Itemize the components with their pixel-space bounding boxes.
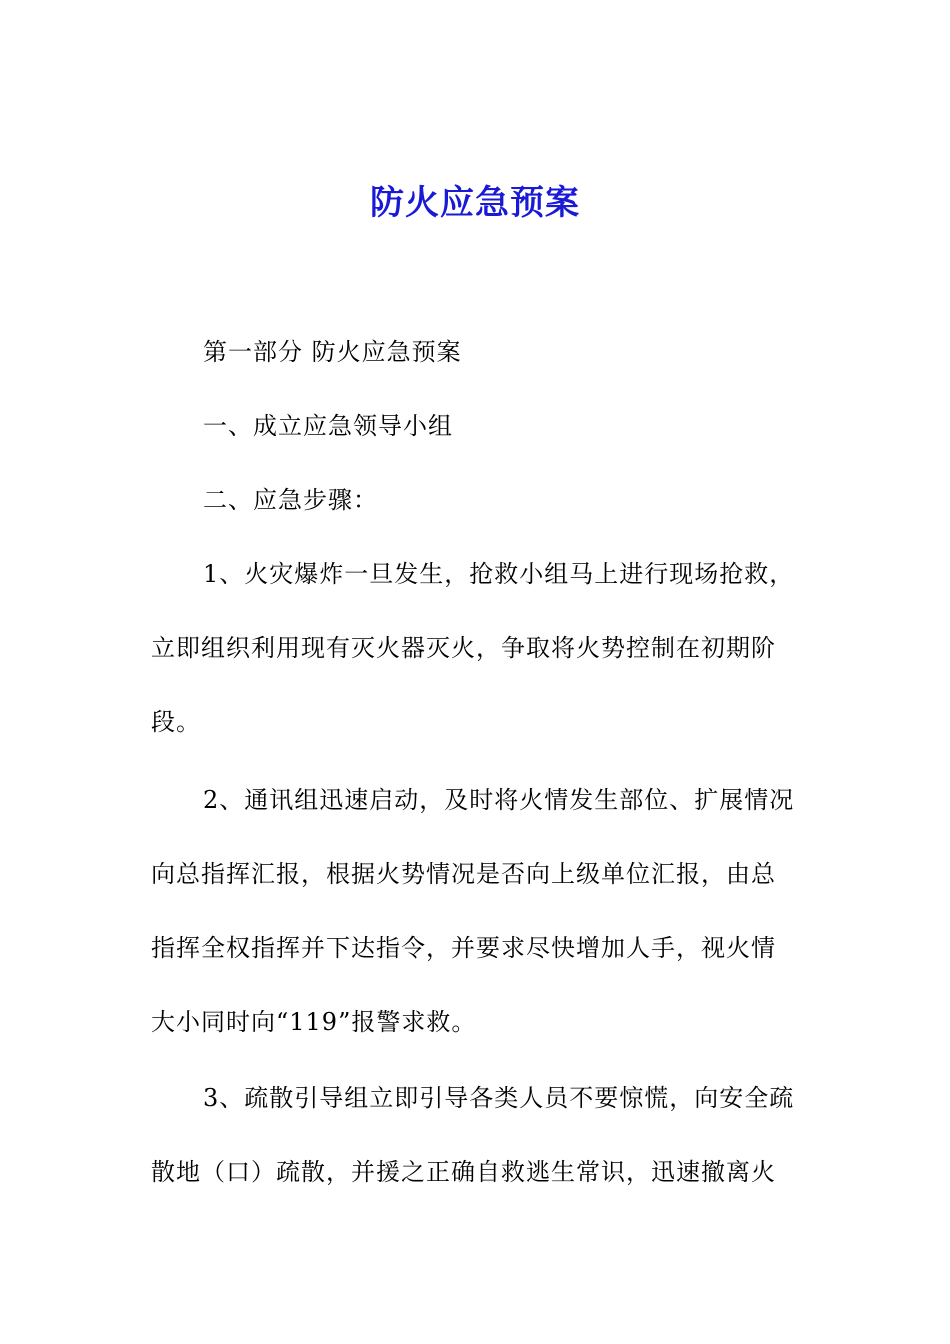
paragraph-line: 向总指挥汇报，根据火势情况是否向上级单位汇报，由总 — [151, 860, 776, 888]
subsection-heading: 二、应急步骤： — [203, 486, 378, 514]
paragraph-line: 大小同时向“119”报警求救。 — [151, 1008, 477, 1036]
paragraph-line: 3、疏散引导组立即引导各类人员不要惊慌，向安全疏 — [203, 1084, 795, 1112]
document-title: 防火应急预案 — [370, 183, 580, 223]
paragraph-line: 1、火灾爆炸一旦发生，抢救小组马上进行现场抢救， — [203, 560, 795, 588]
paragraph-line: 段。 — [151, 708, 201, 736]
paragraph-line: 2、通讯组迅速启动，及时将火情发生部位、扩展情况 — [203, 786, 795, 814]
paragraph-line: 指挥全权指挥并下达指令，并要求尽快增加人手，视火情 — [151, 934, 776, 962]
paragraph-line: 散地（口）疏散，并援之正确自救逃生常识，迅速撤离火 — [151, 1158, 776, 1186]
subsection-heading: 一、成立应急领导小组 — [203, 412, 453, 440]
section-heading: 第一部分 防火应急预案 — [203, 338, 462, 366]
paragraph-line: 立即组织利用现有灭火器灭火，争取将火势控制在初期阶 — [151, 634, 776, 662]
